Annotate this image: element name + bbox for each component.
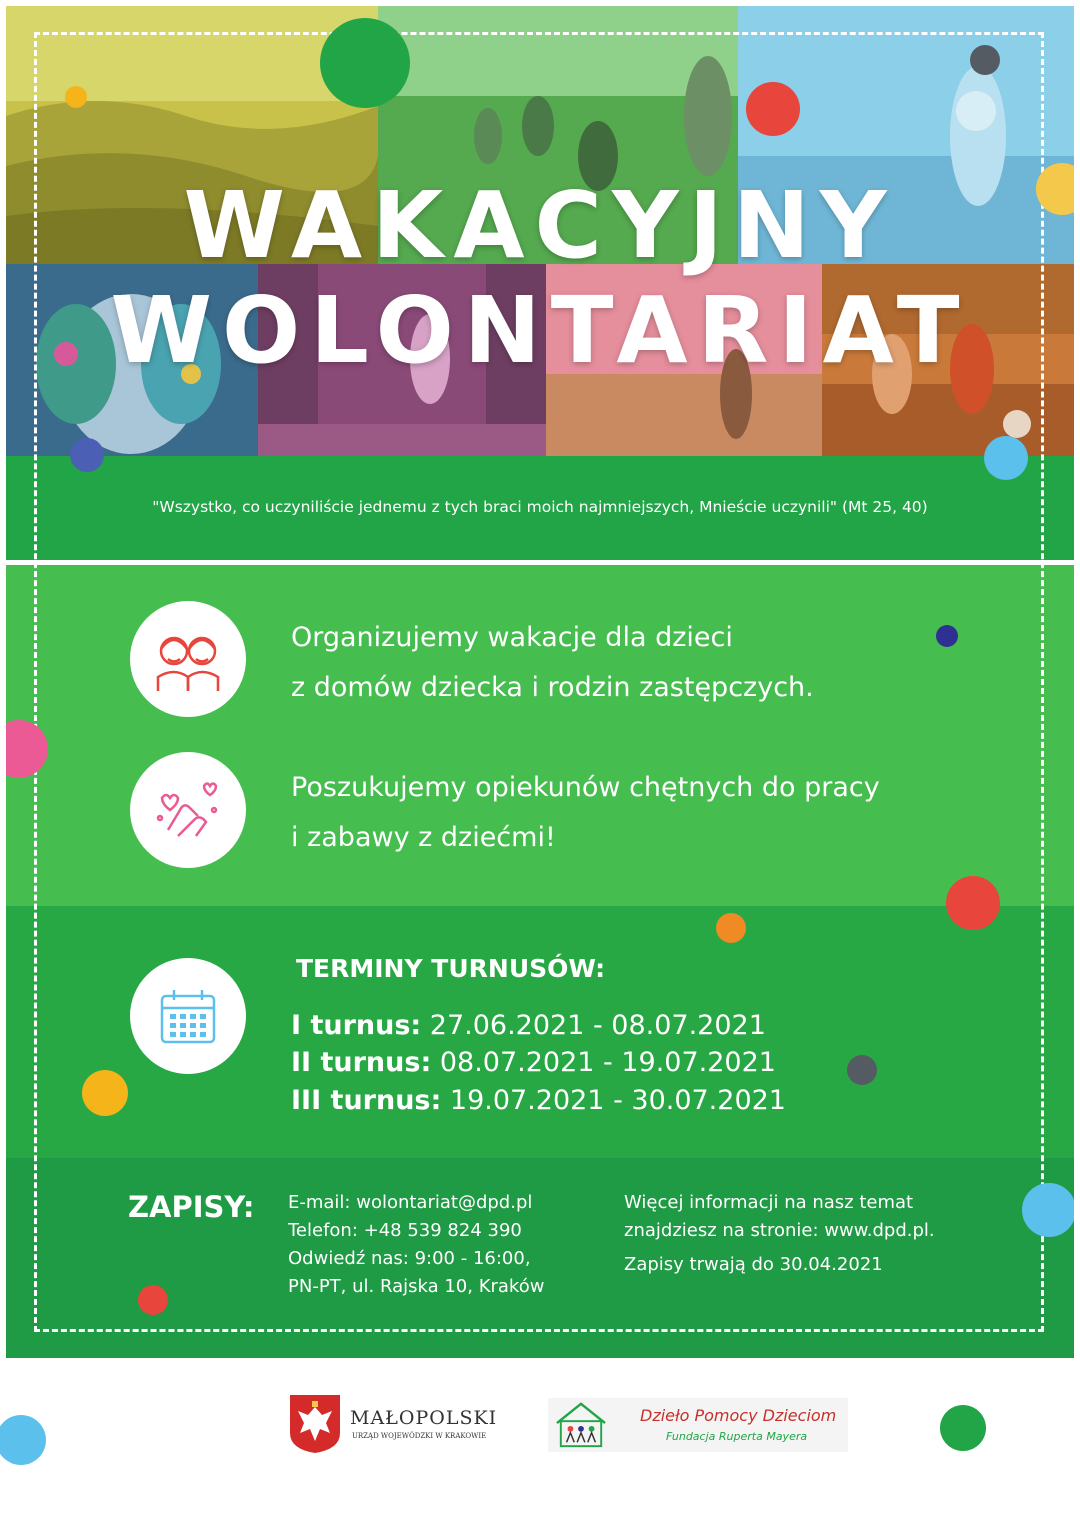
more-info-deadline: Zapisy trwają do 30.04.2021 (624, 1254, 883, 1275)
more-info-line-1: Więcej informacji na nasz temat (624, 1192, 914, 1213)
turn-2-dates: 08.07.2021 - 19.07.2021 (439, 1047, 776, 1078)
poster (6, 6, 1074, 1358)
dot-yellow-small (65, 86, 87, 108)
contact-phone: Telefon: +48 539 824 390 (288, 1220, 522, 1241)
dpd-name: Dzieło Pomocy Dzieciom (640, 1406, 837, 1425)
title-line-1: WAKACYJNY (183, 172, 897, 279)
eagle-crest-icon (288, 1393, 342, 1455)
dot-lightblue-bottom (1022, 1183, 1074, 1237)
dot-yellow-left (82, 1070, 128, 1116)
dot-gray-mid (847, 1055, 877, 1085)
contact-address: PN-PT, ul. Rajska 10, Kraków (288, 1276, 545, 1297)
signup-title: ZAPISY: (128, 1190, 255, 1224)
title-line-2: WOLONTARIAT (110, 277, 970, 384)
malopolski-name: MAŁOPOLSKI (350, 1407, 498, 1429)
turn-1-dates: 27.06.2021 - 08.07.2021 (429, 1010, 766, 1041)
dot-green-footer (940, 1405, 986, 1451)
contact-hours: Odwiedź nas: 9:00 - 16:00, (288, 1248, 531, 1269)
dot-lightblue-footer (0, 1415, 46, 1465)
dot-navy (936, 625, 958, 647)
turn-2-label: II turnus: (291, 1047, 432, 1078)
dot-gray-top (970, 45, 1000, 75)
malopolski-logo (288, 1393, 498, 1455)
feature-1-line-1: Organizujemy wakacje dla dzieci (291, 622, 733, 653)
feature-2-line-2: i zabawy z dziećmi! (291, 822, 556, 853)
house-family-icon (550, 1400, 612, 1450)
dot-red-bottom (138, 1285, 168, 1315)
dot-orange (716, 913, 746, 943)
feature-2-line-1: Poszukujemy opiekunów chętnych do pracy (291, 772, 880, 803)
turn-3-label: III turnus: (291, 1085, 442, 1116)
malopolski-sub: URZĄD WOJEWÓDZKI W KRAKOWIE (352, 1432, 487, 1440)
turn-3-dates: 19.07.2021 - 30.07.2021 (449, 1085, 786, 1116)
dpd-logo (548, 1398, 848, 1452)
more-info-line-2: znajdziesz na stronie: www.dpd.pl. (624, 1220, 935, 1241)
dpd-sub: Fundacja Ruperta Mayera (666, 1430, 808, 1443)
dashed-frame (34, 32, 1044, 1332)
turn-1-label: I turnus: (291, 1010, 422, 1041)
dot-red-top (746, 82, 800, 136)
feature-1-line-2: z domów dziecka i rodzin zastępczych. (291, 672, 814, 703)
dot-lightblue-right (984, 436, 1028, 480)
schedule-title: TERMINY TURNUSÓW: (296, 954, 606, 983)
contact-email: E-mail: wolontariat@dpd.pl (288, 1192, 533, 1213)
dot-blue-left (70, 438, 104, 472)
dot-green-top (320, 18, 410, 108)
bible-quote: "Wszystko, co uczyniliście jednemu z tych braci moich najmniejszych, Mnieście uczynili" (Mt 25, 40) (152, 498, 928, 516)
dot-red-right (946, 876, 1000, 930)
